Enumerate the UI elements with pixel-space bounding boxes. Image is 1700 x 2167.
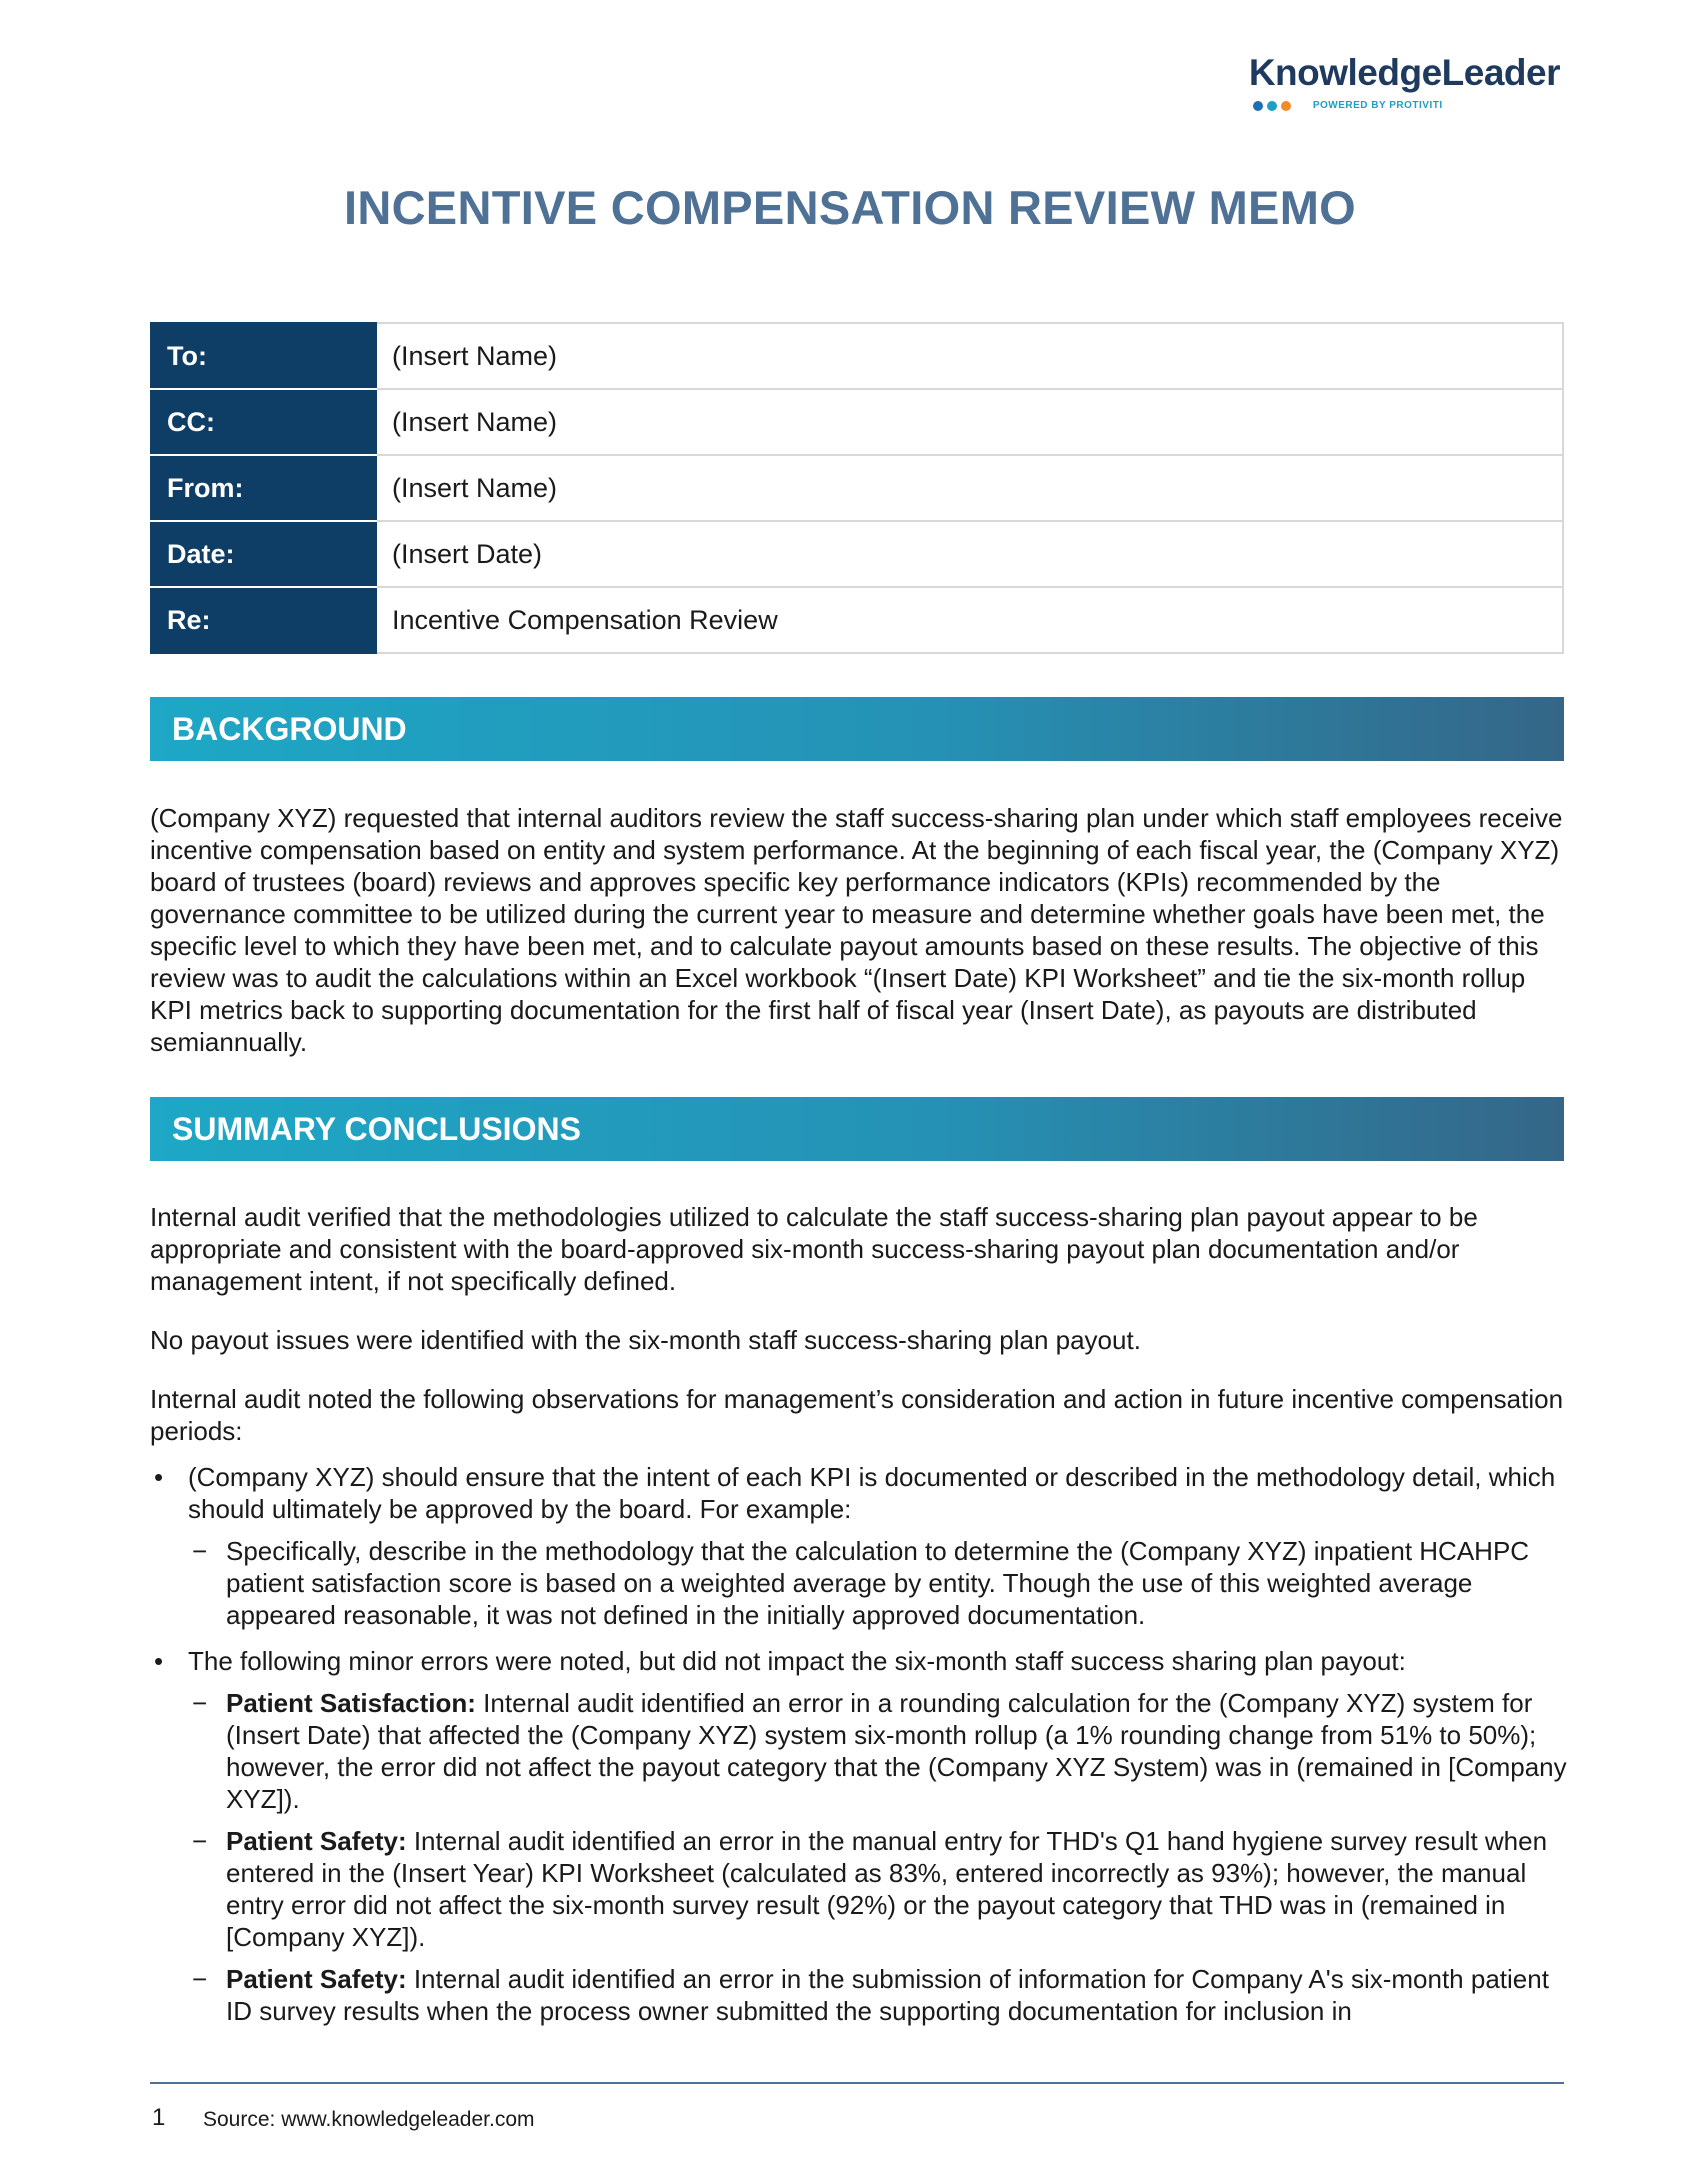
summary-conclusions-section: [150, 1201, 1570, 2041]
error-3-text: Internal audit identified an error in the submission of information for Company A's six-month patient ID survey results when the process owner submitted the supporting documentation for inclusion in: [226, 1964, 1549, 2026]
memo-label-from: From:: [151, 455, 376, 521]
observations-list: [150, 1461, 1570, 2027]
memo-value-cc: (Insert Name): [376, 389, 1563, 455]
logo-wordmark: KnowledgeLeader: [1248, 52, 1560, 93]
memo-label-to: To:: [151, 323, 376, 389]
memo-row-cc: [151, 389, 1563, 455]
observation-2-text: The following minor errors were noted, but did not impact the six-month staff success sharing plan payout:: [188, 1646, 1406, 1676]
memo-header-table: [150, 322, 1564, 654]
summary-paragraph-1: Internal audit verified that the methodologies utilized to calculate the staff success-sharing plan payout appear to be appropriate and consistent with the board-approved six-month success-sharing payout plan documentation and/or management intent, if not specifically defined.: [150, 1202, 1478, 1296]
error-2-label: Patient Safety:: [226, 1826, 407, 1856]
error-2-text: Internal audit identified an error in the manual entry for THD's Q1 hand hygiene survey result when entered in the (Insert Year) KPI Worksheet (calculated as 83%, entered incorrectly as 93%); however, the manual entry error did not affect the six-month survey result (92%) or the payout category that THD was in (remained in [Company XYZ]).: [226, 1826, 1548, 1952]
error-3-label: Patient Safety:: [226, 1964, 407, 1994]
list-item: [188, 1825, 1570, 1953]
logo-tagline-row: [1253, 100, 1560, 111]
document-title: INCENTIVE COMPENSATION REVIEW MEMO: [343, 181, 1357, 234]
logo-powered-by: POWERED BY PROTIVITI: [1312, 100, 1443, 111]
error-1-label: Patient Satisfaction:: [226, 1688, 476, 1718]
memo-value-date: (Insert Date): [376, 521, 1563, 587]
page-number: 1: [152, 2104, 166, 2131]
error-1-text: Internal audit identified an error in a rounding calculation for the (Company XYZ) system for (Insert Date) that affected the (Company XYZ) system six-month rollup (a 1% rounding change from 51% to 50%); however, the error did not affect the payout category that the (Company XYZ System) was in (remained in [Company XYZ]).: [226, 1688, 1567, 1814]
memo-value-from: (Insert Name): [376, 455, 1563, 521]
memo-label-cc: CC:: [151, 389, 376, 455]
observation-2-sublist: [188, 1687, 1570, 2027]
background-heading: BACKGROUND: [150, 697, 1564, 761]
logo-dot-2-icon: [1267, 101, 1277, 111]
summary-conclusions-heading: SUMMARY CONCLUSIONS: [150, 1097, 1564, 1161]
background-section: [150, 802, 1570, 1085]
list-item: [188, 1535, 1570, 1631]
background-paragraph: (Company XYZ) requested that internal auditors review the staff success-sharing plan under which staff employees receive incentive compensation based on entity and system performance. At the beginning of each fiscal year, the (Company XYZ) board of trustees (board) reviews and approves specific key performance indicators (KPIs) recommended by the governance committee to be utilized during the current year to measure and determine whether goals have been met, the specific level to which they have been met, and to calculate payout amounts based on these results. The objective of this review was to audit the calculations within an Excel workbook “(Insert Date) KPI Worksheet” and tie the six-month rollup KPI metrics back to supporting documentation for the first half of fiscal year (Insert Date), as payouts are distributed semiannually.: [150, 803, 1563, 1057]
memo-row-date: [151, 521, 1563, 587]
observation-1-sublist: [188, 1535, 1570, 1631]
list-item: [150, 1461, 1570, 1631]
list-item: [188, 1687, 1570, 1815]
logo-dot-1-icon: [1253, 101, 1263, 111]
knowledgeleader-logo: [1249, 52, 1560, 111]
list-item: [150, 1645, 1570, 2027]
memo-value-re: Incentive Compensation Review: [376, 587, 1563, 653]
summary-paragraph-2: No payout issues were identified with the six-month staff success-sharing plan payout.: [150, 1325, 1141, 1355]
summary-paragraph-3: Internal audit noted the following observations for management’s consideration and action in future incentive compensation periods:: [150, 1384, 1564, 1446]
list-item: [188, 1963, 1570, 2027]
logo-dot-3-icon: [1281, 101, 1291, 111]
memo-row-to: [151, 323, 1563, 389]
memo-row-re: [151, 587, 1563, 653]
memo-label-date: Date:: [151, 521, 376, 587]
memo-row-from: [151, 455, 1563, 521]
memo-label-re: Re:: [151, 587, 376, 653]
footer-divider: [150, 2082, 1564, 2084]
observation-1-example: Specifically, describe in the methodology that the calculation to determine the (Company XYZ) inpatient HCAHPC patient satisfaction score is based on a weighted average by entity. Though the use of this weighted average appeared reasonable, it was not defined in the initially approved documentation.: [226, 1536, 1530, 1630]
footer-source: Source: www.knowledgeleader.com: [203, 2108, 535, 2131]
memo-value-to: (Insert Name): [376, 323, 1563, 389]
observation-1-text: (Company XYZ) should ensure that the intent of each KPI is documented or described in the methodology detail, which should ultimately be approved by the board. For example:: [188, 1462, 1556, 1524]
